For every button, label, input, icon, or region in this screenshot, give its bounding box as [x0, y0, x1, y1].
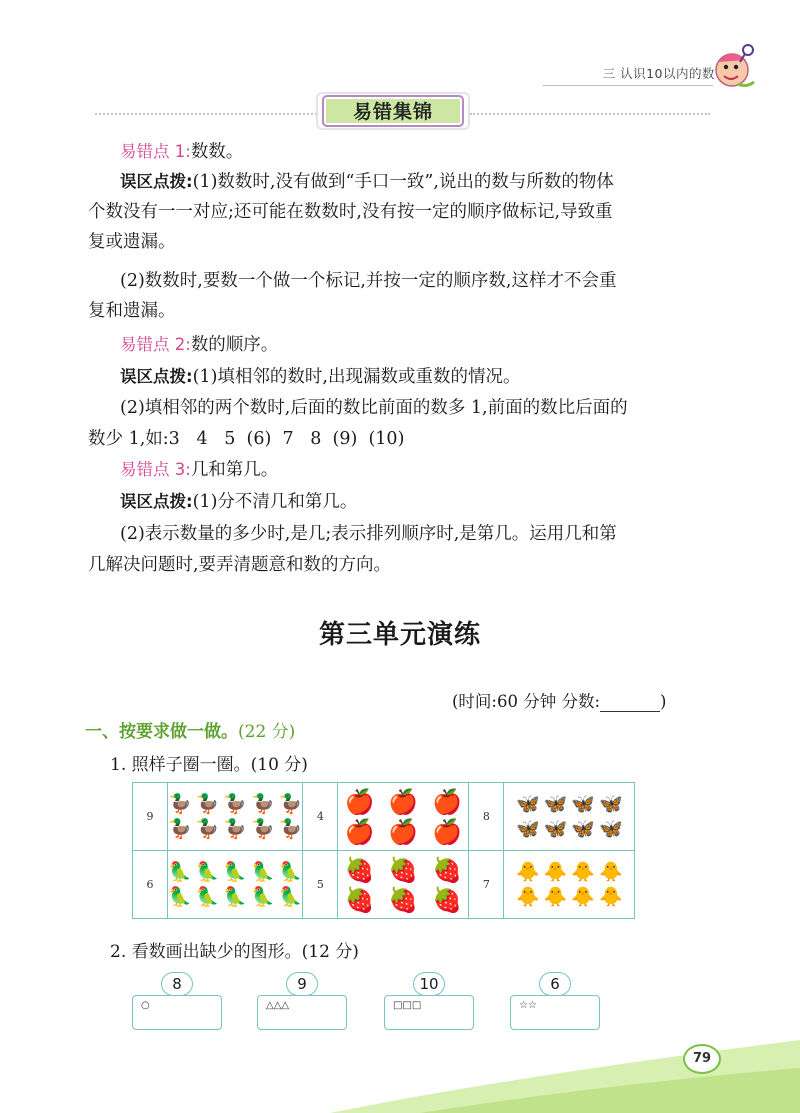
box-number-bubble: 6: [539, 972, 571, 996]
unit-title: 第三单元演练: [318, 620, 481, 650]
shape-sample: △△△: [266, 1000, 290, 1011]
grid-picture-cell[interactable]: [504, 851, 635, 919]
error-2-tip-line: [120, 362, 520, 392]
grid-picture-cell[interactable]: [338, 783, 469, 851]
butterfly-icon: 🦋: [571, 792, 596, 815]
banner-divider-left: [95, 113, 317, 115]
chick-icon: 🐥: [571, 885, 596, 908]
parrot-icon: 🦜: [251, 885, 275, 908]
grid-number: 9: [133, 783, 168, 851]
error-point-1: [120, 137, 243, 167]
time-score: [452, 688, 666, 712]
butterfly-icon: 🦋: [543, 817, 568, 840]
error-topic: 数的顺序。: [190, 335, 279, 355]
chick-icon: 🐥: [571, 860, 596, 883]
tip-text: 几解决问题时,要弄清题意和数的方向。: [88, 555, 392, 575]
apple-icon: 🍎: [432, 787, 463, 816]
tip-text: 个数没有一一对应;还可能在数数时,没有按一定的顺序做标记,导致重: [88, 202, 613, 222]
parrot-icon: 🦜: [223, 885, 248, 908]
duck-icon: 🦆: [168, 817, 192, 840]
grid-number: 8: [469, 783, 504, 851]
shape-sample: □□□: [393, 1000, 422, 1011]
grid-number: 6: [133, 851, 168, 919]
strawberry-icon: 🍓: [432, 855, 463, 884]
butterfly-icon: 🦋: [599, 792, 623, 815]
duck-icon: 🦆: [251, 817, 275, 840]
section-score: (22 分): [238, 722, 296, 742]
grid-picture-cell[interactable]: [504, 783, 635, 851]
duck-icon: 🦆: [168, 792, 192, 815]
error-topic: 数数。: [190, 142, 244, 162]
box-number-bubble: 8: [161, 972, 193, 996]
strawberry-icon: 🍓: [388, 885, 419, 914]
error-point-2: [120, 330, 278, 360]
strawberry-icon: 🍓: [432, 885, 463, 914]
tip-text: (2)表示数量的多少时,是几;表示排列顺序时,是第几。运用几和第: [120, 524, 617, 544]
grid-picture-cell[interactable]: [168, 851, 303, 919]
header-rule: [543, 85, 713, 86]
chapter-header: 三 认识10以内的数: [602, 66, 715, 81]
apple-icon: 🍎: [344, 787, 375, 816]
counting-grid: [132, 782, 635, 919]
tip-text: (1)填相邻的数时,出现漏数或重数的情况。: [192, 367, 521, 387]
error-1-tip-line: [120, 167, 614, 197]
banner-divider-right: [470, 113, 710, 115]
tip-text: (1)数数时,没有做到“手口一致”,说出的数与所数的物体: [192, 172, 614, 192]
strawberry-icon: 🍓: [344, 855, 375, 884]
grid-number: 5: [303, 851, 338, 919]
section-title-text: 一、按要求做一做。: [85, 722, 238, 742]
box-number-bubble: 9: [286, 972, 318, 996]
parrot-icon: 🦜: [278, 860, 303, 883]
tip-text: (2)数数时,要数一个做一个标记,并按一定的顺序数,这样才不会重: [120, 271, 617, 291]
chick-icon: 🐥: [599, 885, 623, 908]
parrot-icon: 🦜: [195, 885, 220, 908]
grid-number: 7: [469, 851, 504, 919]
chick-icon: 🐥: [543, 860, 568, 883]
parrot-icon: 🦜: [278, 885, 303, 908]
chick-icon: 🐥: [599, 860, 623, 883]
duck-icon: 🦆: [223, 792, 248, 815]
parrot-icon: 🦜: [168, 860, 192, 883]
error-3-tip-line: [120, 487, 357, 517]
banner: [318, 94, 468, 128]
butterfly-icon: 🦋: [516, 817, 540, 840]
butterfly-icon: 🦋: [571, 817, 596, 840]
time-score-close: ): [660, 692, 667, 711]
shape-sample: ☆☆: [519, 1000, 537, 1011]
error-topic: 几和第几。: [190, 460, 279, 480]
grid-number: 4: [303, 783, 338, 851]
grid-picture-cell[interactable]: [168, 783, 303, 851]
question-1: 1. 照样子圈一圈。(10 分): [110, 755, 308, 775]
duck-icon: 🦆: [195, 792, 220, 815]
apple-icon: 🍎: [388, 787, 419, 816]
butterfly-icon: 🦋: [543, 792, 568, 815]
tip-label: 误区点拨:: [120, 367, 193, 386]
mascot-icon: [712, 40, 758, 90]
duck-icon: 🦆: [251, 792, 275, 815]
duck-icon: 🦆: [223, 817, 248, 840]
grid-row: [133, 851, 635, 919]
tip-text: 数少 1,如:3 4 5 (6) 7 8 (9) (10): [88, 429, 405, 449]
section-1-title: [85, 717, 295, 742]
tip-label: 误区点拨:: [120, 172, 193, 191]
shape-sample: ○: [141, 1000, 150, 1011]
chick-icon: 🐥: [516, 885, 540, 908]
score-blank[interactable]: [600, 695, 660, 712]
question-2: 2. 看数画出缺少的图形。(12 分): [110, 942, 359, 962]
duck-icon: 🦆: [278, 817, 303, 840]
tip-label: 误区点拨:: [120, 492, 193, 511]
chick-icon: 🐥: [543, 885, 568, 908]
parrot-icon: 🦜: [168, 885, 192, 908]
apple-icon: 🍎: [344, 817, 375, 846]
strawberry-icon: 🍓: [344, 885, 375, 914]
butterfly-icon: 🦋: [516, 792, 540, 815]
butterfly-icon: 🦋: [599, 817, 623, 840]
grid-row: [133, 783, 635, 851]
parrot-icon: 🦜: [195, 860, 220, 883]
apple-icon: 🍎: [388, 817, 419, 846]
error-point-3: [120, 455, 278, 485]
chick-icon: 🐥: [516, 860, 540, 883]
grid-picture-cell[interactable]: [338, 851, 469, 919]
tip-text: 复和遗漏。: [88, 301, 176, 321]
error-label: 易错点 2:: [120, 335, 191, 354]
tip-text: (1)分不清几和第几。: [192, 492, 358, 512]
footer-wave: [0, 1020, 800, 1113]
error-label: 易错点 1:: [120, 142, 191, 161]
banner-title: 易错集锦: [324, 97, 462, 125]
error-label: 易错点 3:: [120, 460, 191, 479]
time-score-label: (时间:60 分钟 分数:: [452, 692, 601, 711]
page-number: 79: [683, 1044, 721, 1074]
box-number-bubble: 10: [413, 972, 445, 996]
apple-icon: 🍎: [432, 817, 463, 846]
strawberry-icon: 🍓: [388, 855, 419, 884]
tip-text: 复或遗漏。: [88, 232, 176, 252]
tip-text: (2)填相邻的两个数时,后面的数比前面的数多 1,前面的数比后面的: [120, 398, 628, 418]
parrot-icon: 🦜: [251, 860, 275, 883]
duck-icon: 🦆: [195, 817, 220, 840]
parrot-icon: 🦜: [223, 860, 248, 883]
duck-icon: 🦆: [278, 792, 303, 815]
